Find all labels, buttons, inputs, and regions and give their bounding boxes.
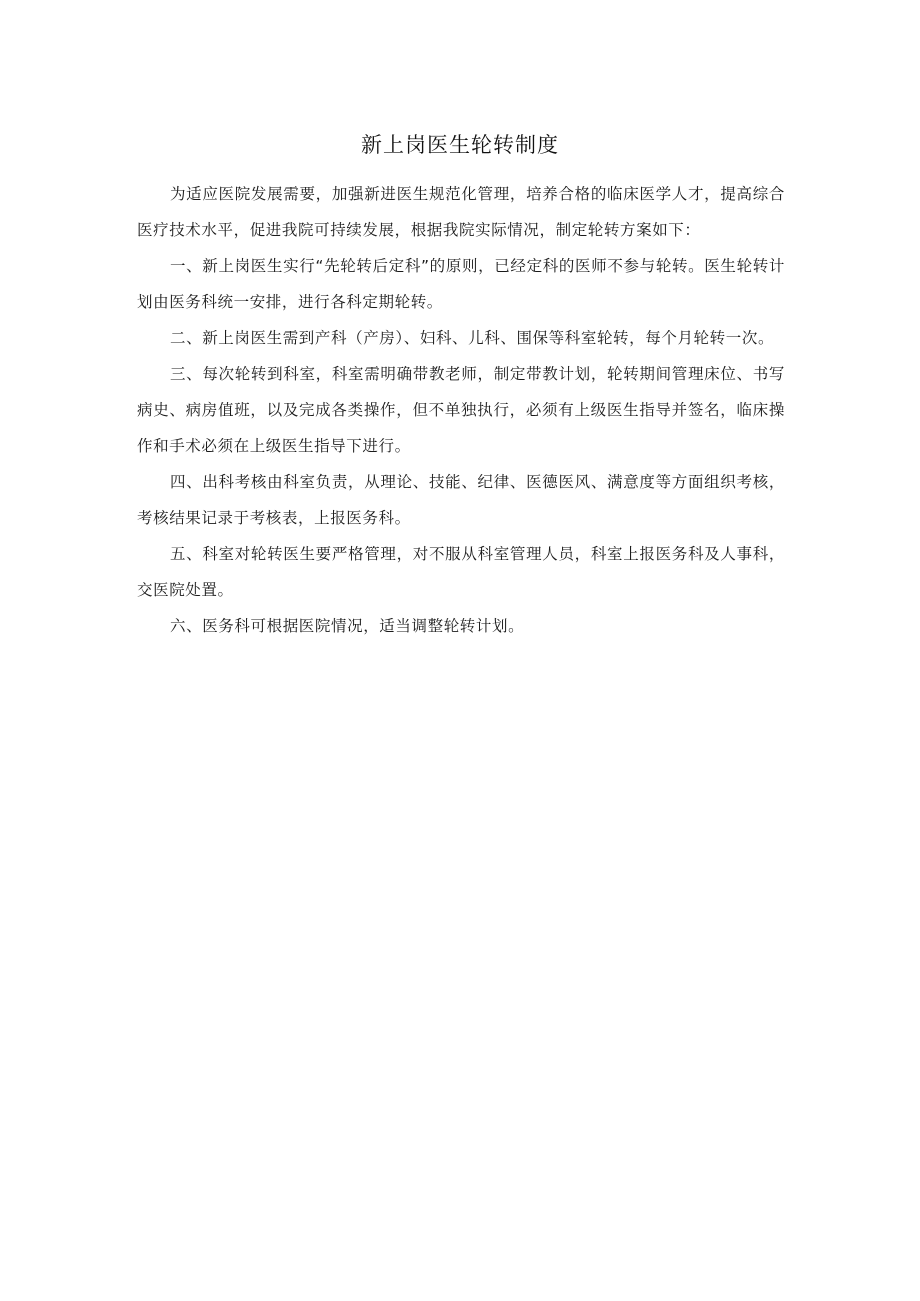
document-title: 新上岗医生轮转制度 — [361, 133, 559, 157]
clause-5: 五、科室对轮转医生要严格管理，对不服从科室管理人员，科室上报医务科及人事科，交医院处置。 — [137, 545, 785, 599]
clause-3: 三、每次轮转到科室，科室需明确带教老师，制定带教计划，轮转期间管理床位、书写病史、病房值班，以及完成各类操作，但不单独执行，必须有上级医生指导并签名，临床操作和手术必须在上级医生指导下进行。 — [137, 365, 785, 455]
clause-6: 六、医务科可根据医院情况，适当调整轮转计划。 — [170, 617, 525, 635]
clause-2: 二、新上岗医生需到产科（产房）、妇科、儿科、围保等科室轮转，每个月轮转一次。 — [170, 329, 775, 347]
document-body — [137, 176, 785, 644]
clause-1: 一、新上岗医生实行“先轮转后定科”的原则，已经定科的医师不参与轮转。医生轮转计划由医务科统一安排，进行各科定期轮转。 — [137, 257, 785, 311]
intro-paragraph: 为适应医院发展需要，加强新进医生规范化管理，培养合格的临床医学人才，提高综合医疗技术水平，促进我院可持续发展，根据我院实际情况，制定轮转方案如下： — [137, 185, 785, 239]
clause-4: 四、出科考核由科室负责，从理论、技能、纪律、医德医风、满意度等方面组织考核，考核结果记录于考核表，上报医务科。 — [137, 473, 785, 527]
